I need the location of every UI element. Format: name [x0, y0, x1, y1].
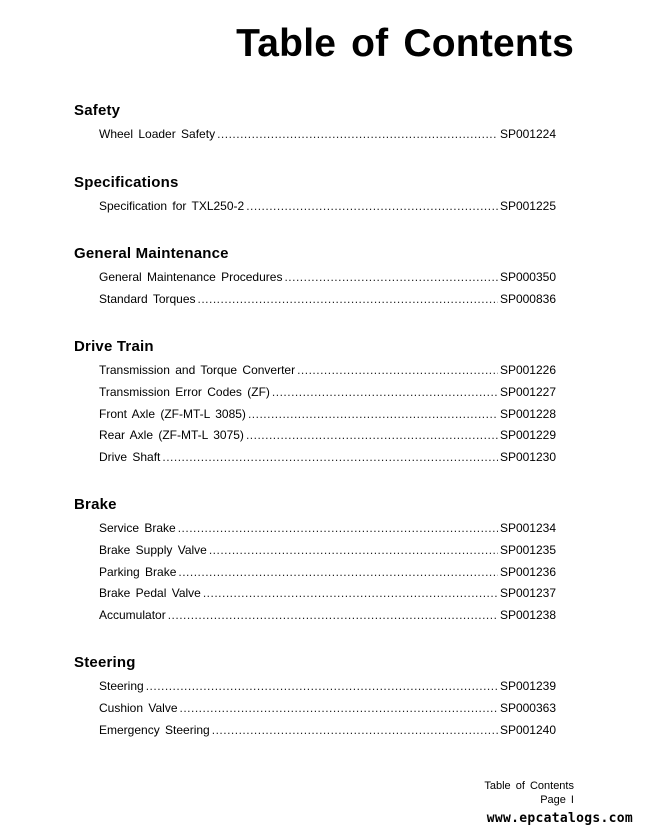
toc-entry-code: SP001235	[499, 542, 556, 557]
toc-entry[interactable]	[74, 289, 556, 311]
toc-entry-label: Front Axle (ZF-MT-L 3085)	[99, 406, 246, 421]
dot-leader	[178, 518, 498, 540]
toc-entry[interactable]	[74, 540, 556, 562]
section-heading: Specifications	[74, 173, 179, 191]
toc-entry-code: SP001227	[499, 384, 556, 399]
toc-entry[interactable]	[74, 267, 556, 289]
toc-entry-label: Wheel Loader Safety	[99, 127, 216, 141]
toc-section	[74, 337, 556, 468]
toc-entry-code: SP000836	[499, 291, 556, 306]
dot-leader	[198, 289, 498, 311]
toc-entry-code: SP001236	[499, 564, 556, 579]
toc-entry-code: SP001228	[499, 406, 556, 421]
dot-leader	[284, 267, 498, 289]
toc-section	[74, 495, 556, 626]
toc-entry-label: Specification for TXL250-2	[99, 198, 245, 213]
dot-leader	[146, 676, 498, 698]
dot-leader	[217, 124, 498, 146]
toc-entry[interactable]	[74, 404, 556, 426]
dot-leader	[209, 540, 498, 562]
watermark: www.epcatalogs.com	[486, 811, 633, 826]
toc-entry-code: SP000350	[499, 270, 556, 285]
toc-entry-label: Transmission Error Codes (ZF)	[99, 384, 270, 399]
section-heading: Safety	[74, 102, 121, 119]
toc-entry-label: Brake Pedal Valve	[99, 586, 201, 601]
toc-section	[74, 244, 556, 310]
dot-leader	[178, 562, 498, 584]
toc-entry[interactable]	[74, 676, 556, 698]
dot-leader	[246, 425, 498, 447]
section-heading: Brake	[74, 496, 117, 514]
toc-entry[interactable]	[74, 583, 556, 605]
toc-entry-label: Drive Shaft	[99, 449, 161, 464]
dot-leader	[272, 382, 498, 404]
section-heading: Steering	[74, 654, 136, 672]
toc-entry[interactable]	[74, 562, 556, 584]
toc-entry-code: SP001224	[499, 127, 556, 141]
toc-entry-label: Steering	[99, 679, 144, 694]
dot-leader	[297, 360, 498, 382]
toc-entry-label: General Maintenance Procedures	[99, 270, 283, 285]
toc-entry-label: Service Brake	[99, 521, 176, 536]
dot-leader	[203, 583, 498, 605]
table-of-contents	[74, 101, 556, 768]
toc-entry[interactable]	[74, 605, 556, 627]
toc-entry-code: SP001240	[499, 722, 556, 737]
toc-entry[interactable]	[74, 425, 556, 447]
section-heading: Drive Train	[74, 338, 154, 356]
toc-entry[interactable]	[74, 124, 556, 146]
toc-section	[74, 173, 556, 218]
toc-entry-code: SP001237	[499, 586, 556, 601]
page-footer	[484, 779, 574, 807]
toc-entry-label: Cushion Valve	[99, 700, 178, 715]
toc-entry-label: Brake Supply Valve	[99, 542, 207, 557]
toc-entry-code: SP001234	[499, 521, 556, 536]
toc-entry[interactable]	[74, 382, 556, 404]
toc-entry-code: SP001238	[499, 607, 556, 622]
toc-entry-label: Accumulator	[99, 607, 166, 622]
toc-entry[interactable]	[74, 196, 556, 218]
toc-entry-code: SP001229	[499, 428, 556, 443]
footer-page-number: Page I	[540, 794, 574, 806]
page-title: Table of Contents	[236, 22, 574, 65]
toc-section	[74, 101, 556, 146]
dot-leader	[168, 605, 498, 627]
toc-section	[74, 653, 556, 741]
toc-entry-label: Transmission and Torque Converter	[99, 363, 296, 378]
toc-entry[interactable]	[74, 360, 556, 382]
dot-leader	[248, 404, 498, 426]
toc-entry-label: Emergency Steering	[99, 722, 210, 737]
toc-entry[interactable]	[74, 698, 556, 720]
dot-leader	[246, 196, 498, 218]
toc-entry-label: Standard Torques	[99, 291, 196, 306]
toc-entry[interactable]	[74, 447, 556, 469]
toc-entry-code: SP001226	[499, 363, 556, 378]
toc-entry[interactable]	[74, 720, 556, 742]
footer-document-title: Table of Contents	[484, 780, 574, 792]
toc-entry-code: SP001225	[499, 198, 556, 213]
toc-entry-code: SP000363	[499, 700, 556, 715]
dot-leader	[162, 447, 498, 469]
section-heading: General Maintenance	[74, 245, 229, 263]
dot-leader	[212, 720, 498, 742]
dot-leader	[180, 698, 498, 720]
toc-entry-code: SP001230	[499, 449, 556, 464]
toc-entry[interactable]	[74, 518, 556, 540]
toc-entry-code: SP001239	[499, 679, 556, 694]
toc-entry-label: Parking Brake	[99, 564, 177, 579]
toc-entry-label: Rear Axle (ZF-MT-L 3075)	[99, 428, 244, 443]
